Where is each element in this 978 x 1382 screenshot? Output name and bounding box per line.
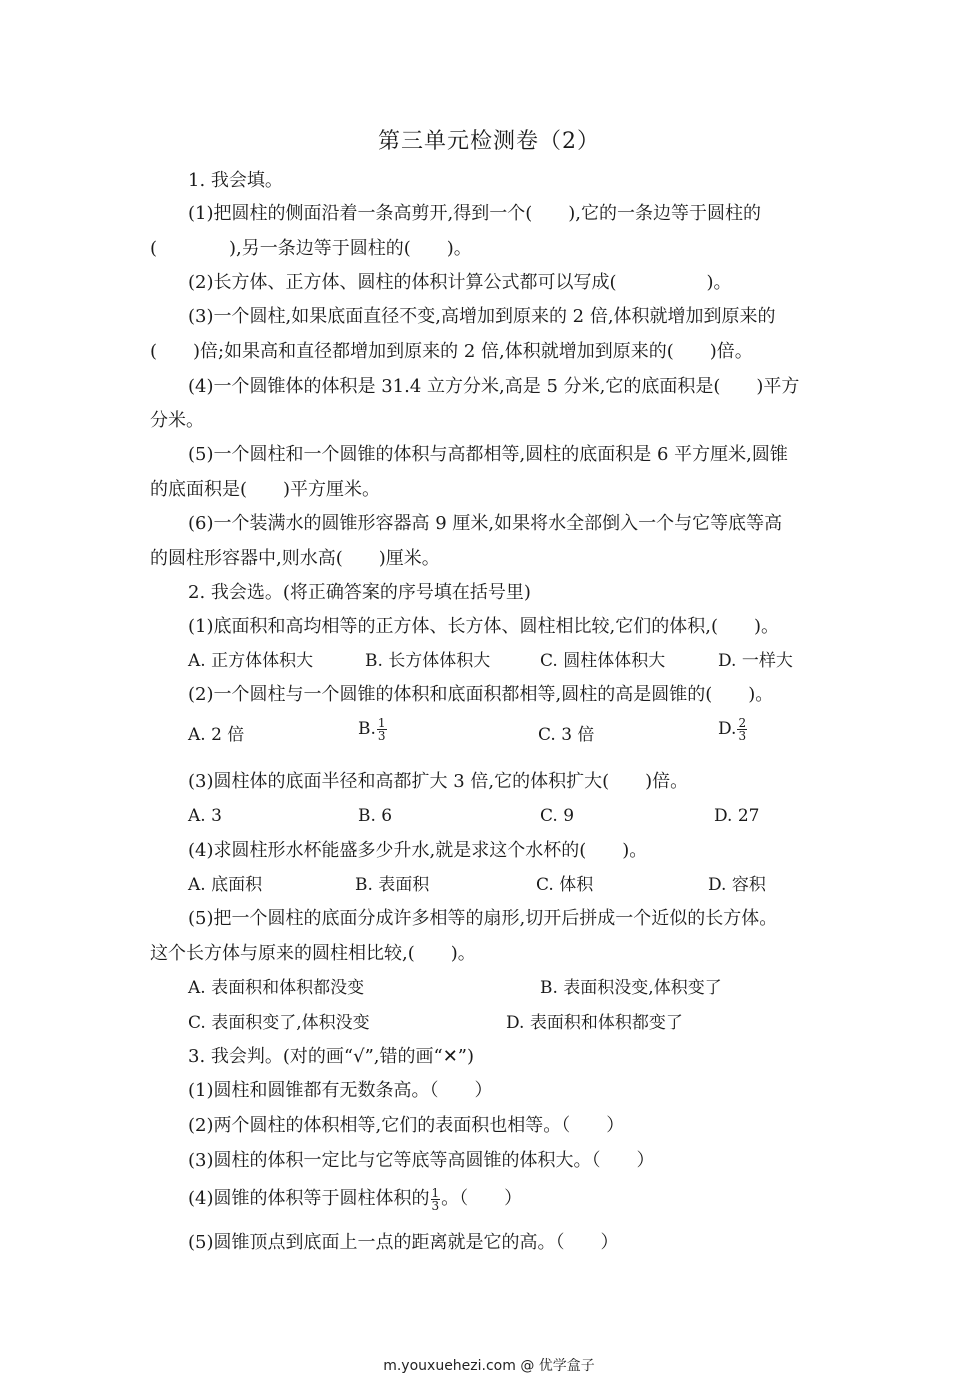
s1-q6-line1: (6)一个装满水的圆锥形容器高 9 厘米,如果将水全部倒入一个与它等底等高 xyxy=(188,513,783,534)
s2-q2-option-c: C. 3 倍 xyxy=(538,725,595,745)
s1-q3-line1: (3)一个圆柱,如果底面直径不变,高增加到原来的 2 倍,体积就增加到原来的 xyxy=(188,306,776,327)
s2-q3-option-d: D. 27 xyxy=(714,806,760,826)
fraction-numerator: 1 xyxy=(431,1185,440,1200)
fraction-denominator: 3 xyxy=(377,729,386,743)
s2-q4: (4)求圆柱形水杯能盛多少升水,就是求这个水杯的( )。 xyxy=(188,840,648,861)
s1-q4-line2: 分米。 xyxy=(150,410,204,431)
s2-q5-option-b: B. 表面积没变,体积变了 xyxy=(540,978,722,998)
s2-q5-option-a: A. 表面积和体积都没变 xyxy=(188,978,365,998)
s3-q5: (5)圆锥顶点到底面上一点的距离就是它的高。（ ） xyxy=(188,1232,619,1253)
s2-q5-line1: (5)把一个圆柱的底面分成许多相等的扇形,切开后拼成一个近似的长方体。 xyxy=(188,908,778,929)
s2-q1-option-b: B. 长方体体积大 xyxy=(365,651,491,671)
s2-q3-option-c: C. 9 xyxy=(540,806,575,826)
s1-q5-line2: 的底面积是( )平方厘米。 xyxy=(150,479,381,500)
s3-q4 xyxy=(188,1186,522,1212)
fraction-denominator: 3 xyxy=(738,729,747,743)
s2-q1: (1)底面积和高均相等的正方体、长方体、圆柱相比较,它们的体积,( )。 xyxy=(188,616,779,637)
s3-q4-answer-blank: 。（ ） xyxy=(441,1188,523,1209)
option-d-label: D. xyxy=(718,719,737,739)
s3-q2: (2)两个圆柱的体积相等,它们的表面积也相等。（ ） xyxy=(188,1115,625,1136)
s1-q2: (2)长方体、正方体、圆柱的体积计算公式都可以写成( )。 xyxy=(188,272,732,293)
s1-q4-line1: (4)一个圆锥体的体积是 31.4 立方分米,高是 5 分米,它的底面积是( )平方 xyxy=(188,376,800,397)
section-2-heading: 2. 我会选。(将正确答案的序号填在括号里) xyxy=(188,582,531,603)
s2-q3-option-b: B. 6 xyxy=(358,806,393,826)
fraction-denominator: 3 xyxy=(431,1198,440,1213)
s2-q1-option-a: A. 正方体体积大 xyxy=(188,651,314,671)
s1-q6-line2: 的圆柱形容器中,则水高( )厘米。 xyxy=(150,548,440,569)
s2-q5-option-c: C. 表面积变了,体积没变 xyxy=(188,1013,370,1033)
section-3-heading: 3. 我会判。(对的画“√”,错的画“✕”) xyxy=(188,1046,475,1067)
page-title: 第三单元检测卷（2） xyxy=(378,129,600,154)
fraction-numerator: 2 xyxy=(738,716,747,730)
s2-q4-option-b: B. 表面积 xyxy=(355,875,430,895)
s2-q4-option-a: A. 底面积 xyxy=(188,875,263,895)
s2-q3: (3)圆柱体的底面半径和高都扩大 3 倍,它的体积扩大( )倍。 xyxy=(188,771,689,792)
s1-q1-line1: (1)把圆柱的侧面沿着一条高剪开,得到一个( ),它的一条边等于圆柱的 xyxy=(188,203,761,224)
fraction-numerator: 1 xyxy=(377,716,386,730)
s2-q2-option-b xyxy=(358,716,388,742)
s1-q3-line2: ( )倍;如果高和直径都增加到原来的 2 倍,体积就增加到原来的( )倍。 xyxy=(150,341,753,362)
s3-q3: (3)圆柱的体积一定比与它等底等高圆锥的体积大。（ ） xyxy=(188,1150,655,1171)
s3-q4-text: (4)圆锥的体积等于圆柱体积的 xyxy=(188,1188,430,1209)
fraction-two-thirds xyxy=(737,717,747,742)
s2-q2-option-d xyxy=(718,716,748,742)
s3-q1: (1)圆柱和圆锥都有无数条高。（ ） xyxy=(188,1080,493,1101)
fraction-one-third xyxy=(377,717,387,742)
s1-q5-line1: (5)一个圆柱和一个圆锥的体积与高都相等,圆柱的底面积是 6 平方厘米,圆锥 xyxy=(188,444,788,465)
s2-q5-option-d: D. 表面积和体积都变了 xyxy=(506,1013,683,1033)
s2-q2: (2)一个圆柱与一个圆锥的体积和底面积都相等,圆柱的高是圆锥的( )。 xyxy=(188,684,774,705)
footer-watermark: m.youxuehezi.com @ 优学盒子 xyxy=(383,1358,595,1374)
s2-q4-option-c: C. 体积 xyxy=(536,875,594,895)
s2-q1-option-c: C. 圆柱体体积大 xyxy=(540,651,666,671)
s2-q1-option-d: D. 一样大 xyxy=(718,651,793,671)
section-1-heading: 1. 我会填。 xyxy=(188,170,283,191)
s2-q4-option-d: D. 容积 xyxy=(708,875,766,895)
s1-q1-line2: ( ),另一条边等于圆柱的( )。 xyxy=(150,238,472,259)
s2-q5-line2: 这个长方体与原来的圆柱相比较,( )。 xyxy=(150,943,476,964)
s2-q3-option-a: A. 3 xyxy=(188,806,222,826)
fraction-one-third xyxy=(431,1187,441,1212)
s2-q2-option-a: A. 2 倍 xyxy=(188,725,245,745)
option-b-label: B. xyxy=(358,719,376,739)
